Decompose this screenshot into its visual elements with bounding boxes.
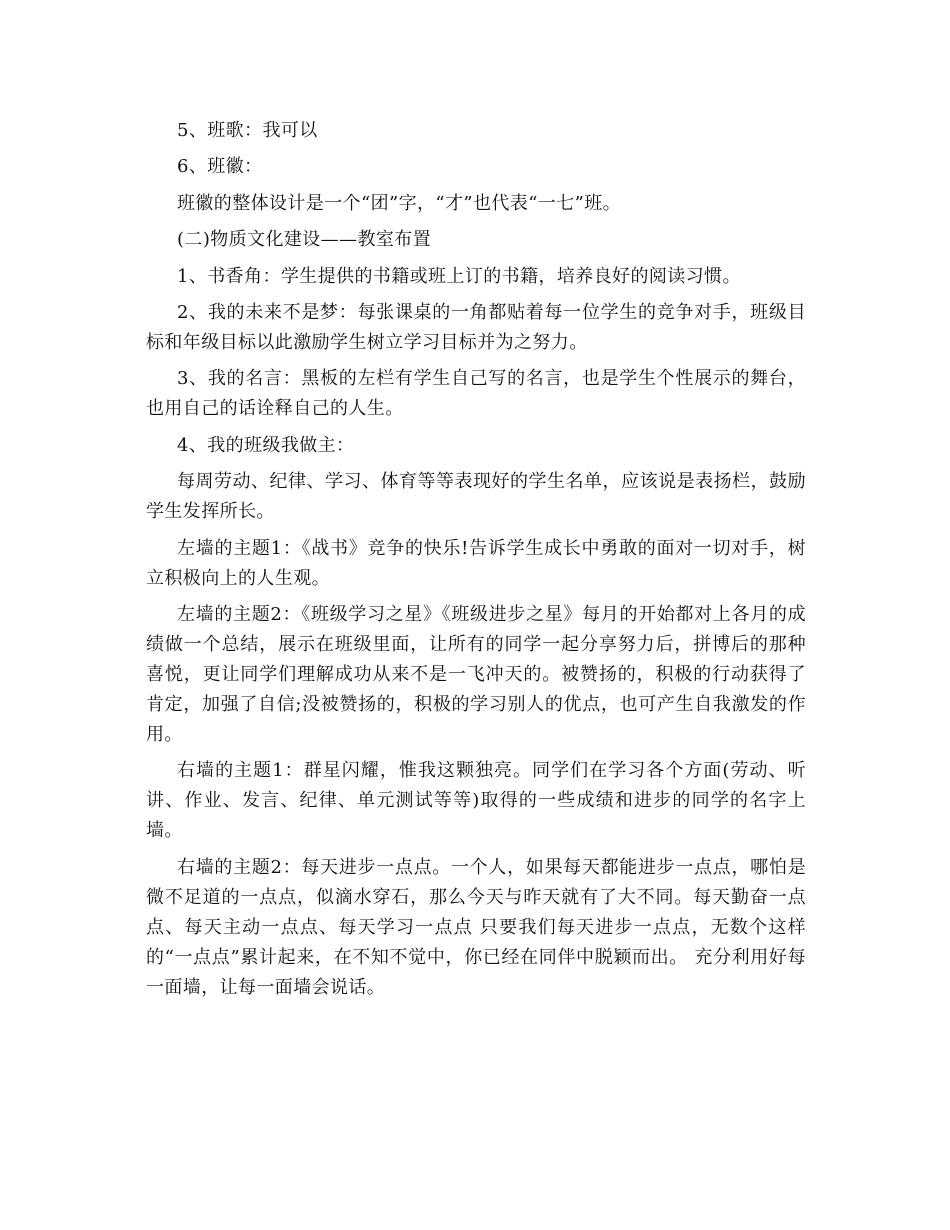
paragraph-emblem-design: 班徽的整体设计是一个“团”字，“才”也代表“一七”班。	[177, 192, 622, 214]
paragraph-left-wall-theme-1: 左墙的主题1：《战书》竞争的快乐!告诉学生成长中勇敢的面对一切对手，树立积极向上的人生观。	[146, 537, 806, 589]
paragraph-future-dream: 2、我的未来不是梦：每张课桌的一角都贴着每一位学生的竞争对手，班级目标和年级目标以此激励学生树立学习目标并为之努力。	[146, 301, 806, 353]
paragraph-right-wall-theme-1: 右墙的主题1：群星闪耀，惟我这颗独亮。同学们在学习各个方面(劳动、听讲、作业、发言、纪律、单元测试等等)取得的一些成绩和进步的同学的名字上墙。	[146, 760, 806, 842]
paragraph-class-song: 5、班歌：我可以	[177, 120, 318, 141]
paragraph-praise-board: 每周劳动、纪律、学习、体育等等表现好的学生名单，应该说是表扬栏，鼓励学生发挥所长。	[146, 471, 806, 523]
paragraph-book-corner: 1、书香角：学生提供的书籍或班上订的书籍，培养良好的阅读习惯。	[177, 265, 741, 287]
paragraph-class-self-management: 4、我的班级我做主：	[177, 434, 355, 456]
paragraph-right-wall-theme-2: 右墙的主题2：每天进步一点点。一个人，如果每天都能进步一点点，哪怕是微不足道的一点点，似滴水穿石，那么今天与昨天就有了大不同。每天勤奋一点点、每天主动一点点、每天学习一点点 只要我们每天进步一点点，无数个这样的“一点点”累计起来，在不知不觉中，你已经在同伴中脱颖而出。 充分利用好每一面墙，让每一面墙会说话。	[146, 856, 806, 998]
section-heading-classroom: (二)物质文化建设——教室布置	[177, 229, 432, 251]
paragraph-left-wall-theme-2: 左墙的主题2：《班级学习之星》《班级进步之星》每月的开始都对上各月的成绩做一个总结，展示在班级里面，让所有的同学一起分享努力后，拼博后的那种喜悦，更让同学们理解成功从来不是一飞冲天的。被赞扬的，积极的行动获得了肯定，加强了自信;没被赞扬的，积极的学习别人的优点，也可产生自我激发的作用。	[146, 603, 806, 745]
paragraph-class-emblem: 6、班徽：	[177, 156, 263, 178]
document-body	[146, 116, 806, 1009]
paragraph-motto: 3、我的名言：黑板的左栏有学生自己写的名言，也是学生个性展示的舞台，也用自己的话诠释自己的人生。	[146, 368, 806, 420]
